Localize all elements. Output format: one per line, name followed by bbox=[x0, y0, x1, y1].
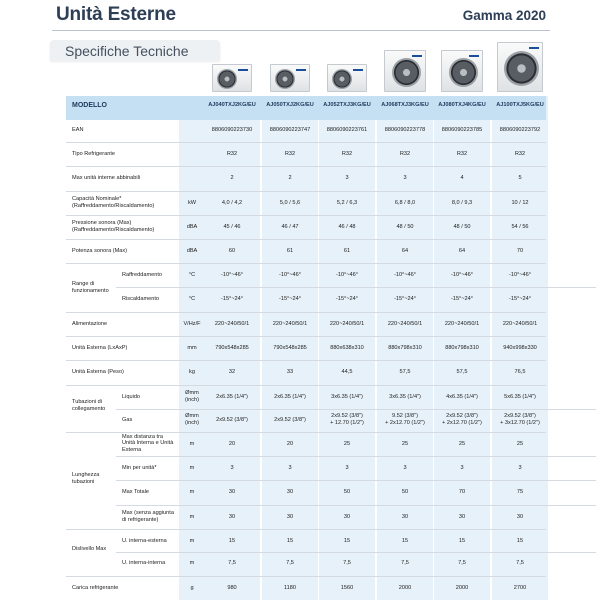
header-divider bbox=[52, 30, 550, 31]
table-cell: 70 bbox=[516, 247, 524, 254]
table-cell: -10°~46° bbox=[450, 271, 474, 278]
table-cell: 3 bbox=[403, 174, 407, 181]
table-cell: 3 bbox=[230, 464, 234, 471]
row-sublabel: Raffreddamento bbox=[122, 271, 163, 278]
table-cell: 25 bbox=[343, 440, 351, 447]
table-cell: 50 bbox=[401, 488, 409, 495]
table-cell: 5 bbox=[518, 174, 522, 181]
table-cell: 15 bbox=[401, 537, 409, 544]
unit-label: m bbox=[189, 488, 195, 495]
table-cell: 220~240/50/1 bbox=[329, 320, 365, 327]
unit-label: Ømm (inch) bbox=[185, 390, 199, 403]
unit-label: m bbox=[189, 537, 195, 544]
row-sublabel: Gas bbox=[122, 416, 133, 423]
unit-label: g bbox=[190, 584, 194, 591]
table-cell: 220~240/50/1 bbox=[444, 320, 480, 327]
table-cell: 20 bbox=[228, 440, 236, 447]
row-sublabel: U. interna-esterna bbox=[122, 537, 167, 544]
table-cell: 7,5 bbox=[401, 559, 409, 566]
unit-label: m bbox=[189, 464, 195, 471]
table-cell: -10°~46° bbox=[278, 271, 302, 278]
outdoor-unit-small-icon bbox=[327, 64, 367, 92]
table-cell: 8806090223785 bbox=[441, 126, 483, 133]
table-cell: R32 bbox=[456, 150, 468, 157]
table-cell: 30 bbox=[401, 513, 409, 520]
table-cell: 30 bbox=[228, 513, 236, 520]
table-cell: 10 / 12 bbox=[511, 199, 529, 206]
table-cell: 25 bbox=[516, 440, 524, 447]
unit-image-slot bbox=[262, 42, 318, 92]
group-label: Tubazioni di collegamento bbox=[72, 399, 106, 412]
table-cell: 7,5 bbox=[516, 559, 524, 566]
table-cell: 75 bbox=[516, 488, 524, 495]
unit-label: m bbox=[189, 440, 195, 447]
table-cell: 4x6.35 (1/4") bbox=[446, 393, 478, 400]
table-cell: 15 bbox=[458, 537, 466, 544]
group-label: Lunghezza tubazioni bbox=[72, 472, 100, 485]
table-cell: 76,5 bbox=[514, 368, 526, 375]
table-cell: 70 bbox=[458, 488, 466, 495]
table-cell: 5,2 / 6,3 bbox=[336, 199, 358, 206]
table-cell: 60 bbox=[228, 247, 236, 254]
table-cell: 61 bbox=[343, 247, 351, 254]
row-divider bbox=[66, 360, 546, 361]
table-cell: 7,5 bbox=[228, 559, 236, 566]
model-name: AJ052TXJ3KG/EU bbox=[323, 102, 371, 108]
table-cell: 5,0 / 5,6 bbox=[279, 199, 301, 206]
table-cell: 8806090223747 bbox=[269, 126, 311, 133]
table-cell: 8806090223792 bbox=[499, 126, 541, 133]
unit-label: dBA bbox=[186, 247, 198, 254]
table-cell: 220~240/50/1 bbox=[272, 320, 308, 327]
unit-image-slot bbox=[319, 42, 375, 92]
table-cell: -15°~24° bbox=[278, 295, 302, 302]
fan-icon bbox=[275, 69, 295, 89]
table-cell: R32 bbox=[284, 150, 296, 157]
table-cell: -15°~24° bbox=[335, 295, 359, 302]
fan-icon bbox=[504, 51, 539, 86]
table-cell: 2x6.35 (1/4") bbox=[274, 393, 306, 400]
row-label: Alimentazione bbox=[72, 320, 108, 327]
table-cell: 46 / 47 bbox=[281, 223, 299, 230]
table-cell: 57,5 bbox=[456, 368, 468, 375]
table-cell: R32 bbox=[399, 150, 411, 157]
table-cell: 46 / 48 bbox=[338, 223, 356, 230]
table-cell: -15°~24° bbox=[450, 295, 474, 302]
model-name: AJ040TXJ2KG/EU bbox=[208, 102, 256, 108]
table-cell: 2 bbox=[288, 174, 292, 181]
table-cell: 880x798x310 bbox=[388, 344, 422, 351]
row-sublabel: Max Totale bbox=[122, 488, 149, 495]
row-sublabel: U. interna-interna bbox=[122, 559, 166, 566]
table-cell: 25 bbox=[458, 440, 466, 447]
table-cell: 30 bbox=[343, 513, 351, 520]
table-cell: 15 bbox=[343, 537, 351, 544]
table-cell: 2x9.52 (3/8") bbox=[216, 416, 248, 423]
table-cell: 48 / 50 bbox=[396, 223, 414, 230]
table-cell: 790x548x285 bbox=[273, 344, 307, 351]
table-cell: 45 / 46 bbox=[223, 223, 241, 230]
unit-label: V/Hz/F bbox=[183, 320, 201, 327]
group-label: Dislivello Max bbox=[72, 546, 107, 552]
table-cell: 15 bbox=[228, 537, 236, 544]
table-cell: 8806090223730 bbox=[211, 126, 253, 133]
unit-image-slot bbox=[434, 42, 490, 92]
model-name: AJ080TXJ4KG/EU bbox=[438, 102, 486, 108]
table-cell: 8806090223778 bbox=[384, 126, 426, 133]
group-label: Range di funzionamento bbox=[72, 281, 109, 294]
table-cell: 64 bbox=[401, 247, 409, 254]
table-cell: 1560 bbox=[340, 584, 354, 591]
row-label: Tipo Refrigerante bbox=[72, 150, 116, 157]
row-divider bbox=[66, 263, 546, 264]
unit-image-slot bbox=[204, 42, 260, 92]
table-cell: 6,8 / 8,0 bbox=[394, 199, 416, 206]
table-cell: 3x6.35 (1/4") bbox=[389, 393, 421, 400]
fan-icon bbox=[449, 58, 478, 87]
model-name: AJ100TXJ5KG/EU bbox=[496, 102, 544, 108]
row-divider bbox=[116, 409, 596, 410]
brand-logo bbox=[353, 69, 363, 71]
table-cell: 57,5 bbox=[399, 368, 411, 375]
row-divider bbox=[116, 505, 596, 506]
outdoor-unit-medium-icon bbox=[384, 50, 426, 92]
table-cell: 8,0 / 9,3 bbox=[451, 199, 473, 206]
unit-label: °C bbox=[188, 271, 196, 278]
table-cell: -10°~46° bbox=[393, 271, 417, 278]
table-cell: -15°~24° bbox=[508, 295, 532, 302]
row-label: Max unità interne abbinabili bbox=[72, 174, 141, 181]
outdoor-unit-medium-icon bbox=[441, 50, 483, 92]
row-divider bbox=[66, 239, 546, 240]
row-divider bbox=[66, 312, 546, 313]
row-sublabel: Max distanza tra Unità Interna e Unità Esterna bbox=[122, 433, 174, 454]
row-divider bbox=[66, 385, 546, 386]
table-cell: R32 bbox=[514, 150, 526, 157]
unit-label: mm bbox=[187, 344, 197, 351]
model-name: AJ050TXJ2KG/EU bbox=[266, 102, 314, 108]
table-cell: 7,5 bbox=[286, 559, 294, 566]
fan-icon bbox=[392, 58, 421, 87]
table-cell: 5x6.35 (1/4") bbox=[504, 393, 536, 400]
table-cell: 15 bbox=[516, 537, 524, 544]
table-cell: -15°~24° bbox=[393, 295, 417, 302]
row-label: EAN bbox=[72, 126, 84, 133]
row-divider bbox=[66, 336, 546, 337]
table-cell: 48 / 50 bbox=[453, 223, 471, 230]
unit-label: °C bbox=[188, 295, 196, 302]
row-label: Unità Esterna (Peso) bbox=[72, 368, 124, 375]
unit-image-slot bbox=[492, 42, 548, 92]
row-divider bbox=[116, 456, 596, 457]
table-cell: 2000 bbox=[398, 584, 412, 591]
unit-label: m bbox=[189, 513, 195, 520]
unit-label: Ømm (inch) bbox=[185, 413, 199, 426]
outdoor-unit-small-icon bbox=[212, 64, 252, 92]
row-label: Pressione sonora (Max) (Raffreddamento/Riscaldamento) bbox=[72, 220, 155, 233]
table-cell: 33 bbox=[286, 368, 294, 375]
table-cell: 880x638x310 bbox=[330, 344, 364, 351]
model-label: MODELLO bbox=[72, 102, 107, 109]
table-cell: 220~240/50/1 bbox=[214, 320, 250, 327]
table-cell: 2x9.52 (3/8") + 12.70 (1/2") bbox=[330, 413, 364, 426]
model-name: AJ068TXJ3KG/EU bbox=[381, 102, 429, 108]
table-cell: 220~240/50/1 bbox=[502, 320, 538, 327]
table-cell: 3 bbox=[345, 174, 349, 181]
unit-label: m bbox=[189, 559, 195, 566]
row-divider bbox=[116, 552, 596, 553]
fan-icon bbox=[332, 69, 352, 89]
table-cell: 9.52 (3/8") + 2x12.70 (1/2") bbox=[385, 413, 425, 426]
row-label: Unità Esterna (LxAxP) bbox=[72, 344, 128, 351]
table-cell: 61 bbox=[286, 247, 294, 254]
table-cell: 3 bbox=[288, 464, 292, 471]
brand-logo bbox=[238, 69, 248, 71]
row-label: Carica refrigerante bbox=[72, 584, 119, 591]
row-divider bbox=[116, 480, 596, 481]
row-label: Potenza sonora (Max) bbox=[72, 247, 128, 254]
table-cell: -10°~46° bbox=[335, 271, 359, 278]
table-cell: 50 bbox=[343, 488, 351, 495]
table-cell: 32 bbox=[228, 368, 236, 375]
table-cell: 3x6.35 (1/4") bbox=[331, 393, 363, 400]
table-cell: 30 bbox=[228, 488, 236, 495]
table-cell: 880x798x310 bbox=[445, 344, 479, 351]
table-cell: 940x998x330 bbox=[503, 344, 537, 351]
table-cell: 2 bbox=[230, 174, 234, 181]
table-cell: 2x9.52 (3/8") + 3x12.70 (1/2") bbox=[500, 413, 540, 426]
page-title: Unità Esterne bbox=[56, 4, 176, 25]
table-cell: 44,5 bbox=[341, 368, 353, 375]
table-cell: R32 bbox=[341, 150, 353, 157]
table-cell: 64 bbox=[458, 247, 466, 254]
unit-label: kg bbox=[189, 368, 195, 375]
table-cell: 30 bbox=[458, 513, 466, 520]
brand-logo bbox=[412, 55, 422, 57]
table-cell: 2700 bbox=[513, 584, 527, 591]
fan-icon bbox=[217, 69, 237, 89]
model-header-row bbox=[66, 96, 546, 120]
table-cell: 2x9.52 (3/8") bbox=[274, 416, 306, 423]
brand-logo bbox=[469, 55, 479, 57]
row-sublabel: Liquido bbox=[122, 393, 141, 400]
unit-label: kW bbox=[187, 199, 197, 206]
table-cell: 15 bbox=[286, 537, 294, 544]
row-divider bbox=[116, 287, 596, 288]
table-cell: -15°~24° bbox=[220, 295, 244, 302]
table-cell: 7,5 bbox=[458, 559, 466, 566]
outdoor-unit-large-icon bbox=[497, 42, 543, 92]
section-title: Specifiche Tecniche bbox=[65, 43, 189, 59]
table-cell: 980 bbox=[227, 584, 237, 591]
product-range-label: Gamma 2020 bbox=[462, 8, 546, 23]
row-divider bbox=[66, 576, 546, 577]
table-cell: 790x548x285 bbox=[215, 344, 249, 351]
table-cell: 54 / 56 bbox=[511, 223, 529, 230]
table-cell: R32 bbox=[226, 150, 238, 157]
table-cell: 2x6.35 (1/4") bbox=[216, 393, 248, 400]
table-cell: -10°~46° bbox=[508, 271, 532, 278]
table-cell: 2000 bbox=[455, 584, 469, 591]
table-cell: 7,5 bbox=[343, 559, 351, 566]
row-sublabel: Min per unità* bbox=[122, 464, 157, 471]
table-cell: 1180 bbox=[283, 584, 297, 591]
table-cell: 30 bbox=[286, 513, 294, 520]
table-cell: 3 bbox=[403, 464, 407, 471]
row-sublabel: Riscaldamento bbox=[122, 295, 159, 302]
row-divider bbox=[66, 529, 546, 530]
table-cell: 30 bbox=[286, 488, 294, 495]
table-cell: 20 bbox=[286, 440, 294, 447]
row-label: Capacità Nominale* (Raffreddamento/Riscaldamento) bbox=[72, 196, 155, 209]
unit-label: dBA bbox=[186, 223, 198, 230]
brand-logo bbox=[296, 69, 306, 71]
row-sublabel: Max (senza aggiunta di refrigerante) bbox=[122, 510, 174, 523]
table-cell: 3 bbox=[518, 464, 522, 471]
table-cell: 220~240/50/1 bbox=[387, 320, 423, 327]
table-cell: 3 bbox=[345, 464, 349, 471]
table-cell: 2x9.52 (3/8") + 2x12.70 (1/2") bbox=[442, 413, 482, 426]
table-cell: 25 bbox=[401, 440, 409, 447]
row-divider bbox=[66, 191, 546, 192]
brand-logo bbox=[529, 47, 539, 49]
row-divider bbox=[66, 142, 546, 143]
row-divider bbox=[66, 215, 546, 216]
table-cell: -10°~46° bbox=[220, 271, 244, 278]
outdoor-unit-small-icon bbox=[270, 64, 310, 92]
row-divider bbox=[66, 166, 546, 167]
table-cell: 30 bbox=[516, 513, 524, 520]
unit-image-slot bbox=[377, 42, 433, 92]
table-cell: 4,0 / 4,2 bbox=[221, 199, 243, 206]
table-cell: 3 bbox=[460, 464, 464, 471]
table-cell: 8806090223761 bbox=[326, 126, 368, 133]
table-cell: 4 bbox=[460, 174, 464, 181]
